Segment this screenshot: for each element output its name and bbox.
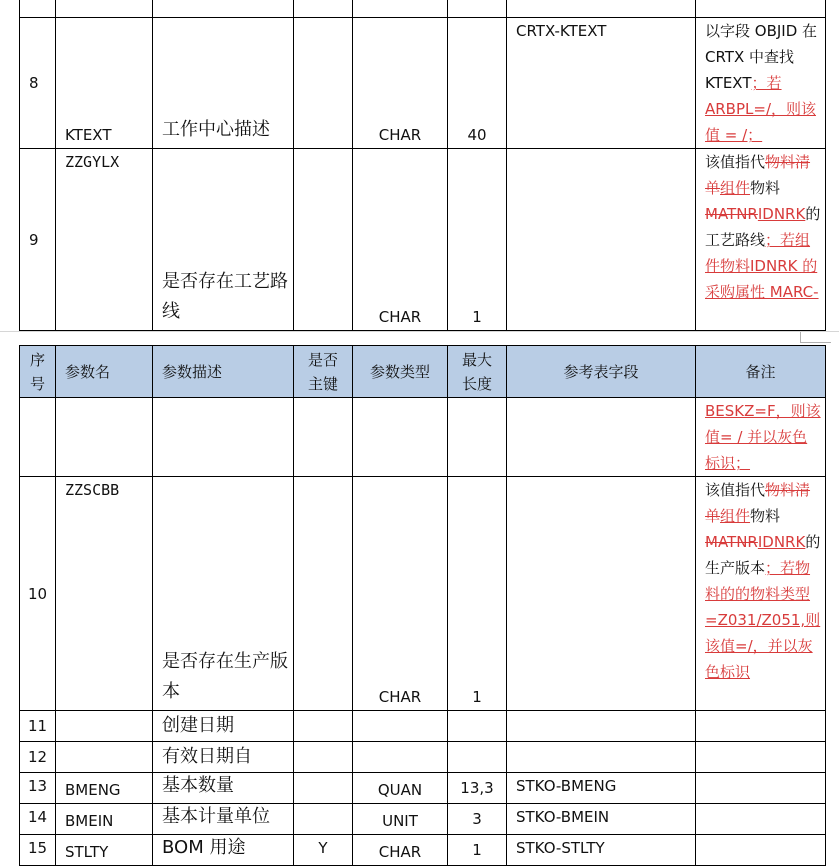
remark bbox=[696, 18, 826, 149]
inserted-text: 组件 bbox=[720, 179, 751, 197]
reference-field bbox=[507, 742, 696, 773]
header-type: 参数类型 bbox=[353, 346, 448, 398]
remark-text: 物料 bbox=[750, 179, 781, 197]
max-length bbox=[448, 711, 507, 742]
primary-key bbox=[294, 773, 353, 804]
header-no: 序号 bbox=[20, 346, 56, 398]
remark-text: 该值指代 bbox=[705, 153, 766, 171]
row-number: 15 bbox=[20, 835, 56, 866]
max-length: 3 bbox=[448, 804, 507, 835]
inserted-text: ；若组件物料IDNRK 的采购属性 MARC- bbox=[705, 231, 819, 301]
reference-field bbox=[507, 149, 696, 331]
primary-key: Y bbox=[294, 835, 353, 866]
header-name: 参数名 bbox=[56, 346, 153, 398]
table-row-partial bbox=[20, 0, 826, 18]
max-length bbox=[448, 742, 507, 773]
param-name: BMENG bbox=[56, 773, 153, 804]
reference-field: STKO-BMEIN bbox=[507, 804, 696, 835]
primary-key bbox=[294, 149, 353, 331]
param-name bbox=[56, 742, 153, 773]
param-name: ZZSCBB bbox=[56, 477, 153, 711]
param-type: CHAR bbox=[353, 835, 448, 866]
param-description: 创建日期 bbox=[153, 711, 294, 742]
row-number: 13 bbox=[20, 773, 56, 804]
table-row bbox=[20, 773, 826, 804]
param-description: 工作中心描述 bbox=[153, 18, 294, 149]
remark-text: 该值指代 bbox=[705, 481, 766, 499]
max-length: 40 bbox=[448, 18, 507, 149]
header-remark: 备注 bbox=[696, 346, 826, 398]
param-name: BMEIN bbox=[56, 804, 153, 835]
param-description: 是否存在工艺路线 bbox=[153, 149, 294, 331]
table-row bbox=[20, 149, 826, 331]
reference-field bbox=[507, 711, 696, 742]
inserted-text: IDNRK bbox=[757, 533, 806, 551]
param-name: KTEXT bbox=[56, 18, 153, 149]
row-number: 9 bbox=[20, 149, 56, 331]
table-header-row bbox=[20, 346, 826, 398]
remark-text: 的工艺路线 bbox=[705, 205, 821, 249]
param-name: ZZGYLX bbox=[56, 149, 153, 331]
deleted-text: MATNR bbox=[705, 205, 758, 223]
param-type: UNIT bbox=[353, 804, 448, 835]
deleted-text: MATNR bbox=[705, 533, 758, 551]
param-type: CHAR bbox=[353, 477, 448, 711]
row-number: 14 bbox=[20, 804, 56, 835]
header-reference-field: 参考表字段 bbox=[507, 346, 696, 398]
param-description: 是否存在生产版本 bbox=[153, 477, 294, 711]
param-name bbox=[56, 711, 153, 742]
inserted-text: ；若物料的的物料类型=Z031/Z051,则该值=/，并以灰色标识 bbox=[705, 559, 821, 681]
max-length: 1 bbox=[448, 835, 507, 866]
remark-text: 物料 bbox=[750, 507, 781, 525]
primary-key bbox=[294, 18, 353, 149]
reference-field bbox=[507, 477, 696, 711]
primary-key bbox=[294, 477, 353, 711]
parameter-table-page1 bbox=[19, 0, 826, 331]
primary-key bbox=[294, 804, 353, 835]
primary-key bbox=[294, 711, 353, 742]
inserted-text: IDNRK bbox=[757, 205, 806, 223]
primary-key bbox=[294, 742, 353, 773]
table-row bbox=[20, 804, 826, 835]
row-number: 10 bbox=[20, 477, 56, 711]
table-row-continued bbox=[20, 398, 826, 477]
param-type: CHAR bbox=[353, 149, 448, 331]
remark-text: 的生产版本 bbox=[705, 533, 821, 577]
max-length: 13,3 bbox=[448, 773, 507, 804]
param-description: BOM 用途 bbox=[153, 835, 294, 866]
reference-field: STKO-STLTY bbox=[507, 835, 696, 866]
table-row bbox=[20, 742, 826, 773]
parameter-table-page2 bbox=[19, 345, 826, 866]
max-length: 1 bbox=[448, 477, 507, 711]
table-row bbox=[20, 835, 826, 866]
row-number: 12 bbox=[20, 742, 56, 773]
deleted-text: 物料清单 bbox=[705, 481, 811, 525]
inserted-text: ； bbox=[751, 74, 767, 92]
remark bbox=[696, 149, 826, 331]
param-description: 基本计量单位 bbox=[153, 804, 294, 835]
inserted-text: 若 ARBPL=/，则该值 = /； bbox=[705, 74, 816, 144]
table-row bbox=[20, 477, 826, 711]
param-type bbox=[353, 711, 448, 742]
header-max-length: 最大长度 bbox=[448, 346, 507, 398]
remark-continued: BESKZ=F，则该值= / 并以灰色标识； bbox=[705, 402, 821, 472]
param-description: 有效日期自 bbox=[153, 742, 294, 773]
reference-field: CRTX-KTEXT bbox=[507, 18, 696, 149]
param-description: 基本数量 bbox=[153, 773, 294, 804]
param-name: STLTY bbox=[56, 835, 153, 866]
inserted-text: 组件 bbox=[720, 507, 751, 525]
table-row bbox=[20, 711, 826, 742]
row-number: 8 bbox=[20, 18, 56, 149]
header-description: 参数描述 bbox=[153, 346, 294, 398]
page-break bbox=[0, 331, 839, 332]
page-corner-mark bbox=[800, 332, 831, 343]
remark bbox=[696, 477, 826, 711]
row-number: 11 bbox=[20, 711, 56, 742]
deleted-text: 物料清单 bbox=[705, 153, 811, 197]
param-type: QUAN bbox=[353, 773, 448, 804]
param-type bbox=[353, 742, 448, 773]
reference-field: STKO-BMENG bbox=[507, 773, 696, 804]
header-primary-key: 是否主键 bbox=[294, 346, 353, 398]
remark-text: 以字段 OBJID 在 CRTX 中查找 KTEXT bbox=[705, 22, 818, 92]
table-row bbox=[20, 18, 826, 149]
max-length: 1 bbox=[448, 149, 507, 331]
param-type: CHAR bbox=[353, 18, 448, 149]
